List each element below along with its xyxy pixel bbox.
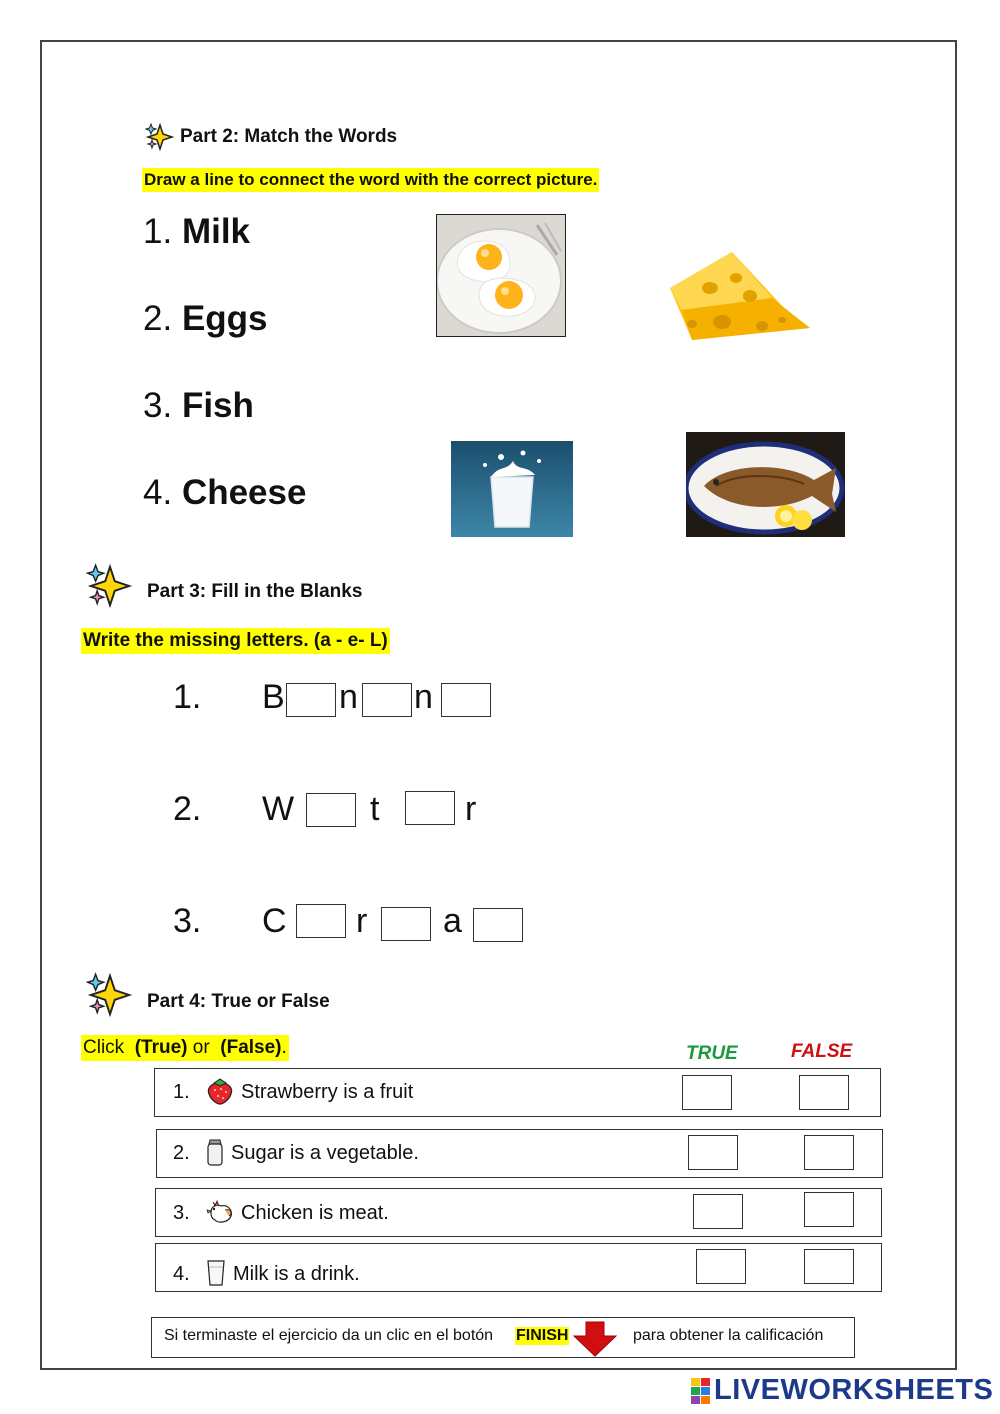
liveworksheets-logo-icon: [691, 1378, 711, 1404]
true-checkbox[interactable]: [696, 1249, 746, 1284]
match-word-label: Fish: [181, 386, 254, 425]
fish-picture[interactable]: [686, 432, 845, 537]
blank-input-box[interactable]: [405, 791, 455, 825]
instruction-false: (False): [220, 1037, 282, 1058]
true-checkbox[interactable]: [682, 1075, 732, 1110]
blank-letter: r: [465, 790, 477, 828]
milk-picture[interactable]: [451, 441, 573, 537]
milk-glass-icon: [205, 1258, 227, 1288]
part4-instruction: [81, 1035, 289, 1061]
instruction-click: Click: [83, 1037, 125, 1058]
blank-input-box[interactable]: [362, 683, 412, 717]
match-word-milk: [143, 212, 250, 252]
part2-title: Part 2: Match the Words: [180, 126, 398, 147]
sparkles-icon: [86, 972, 134, 1018]
match-number: 2.: [143, 299, 173, 338]
match-number: 3.: [143, 386, 173, 425]
blank-letter: t: [370, 790, 380, 828]
match-word-label: Milk: [181, 212, 251, 251]
false-column-label: FALSE: [791, 1041, 853, 1062]
blank-letter: r: [356, 902, 368, 940]
match-word-cheese: [143, 473, 306, 513]
blank-input-box[interactable]: [473, 908, 523, 942]
blank-item-number: 2.: [173, 790, 202, 828]
part3-title: Part 3: Fill in the Blanks: [147, 581, 363, 602]
tf-row-number: 4.: [173, 1263, 190, 1285]
tf-row-number: 1.: [173, 1081, 190, 1103]
instruction-true: (True): [134, 1037, 188, 1058]
blank-input-box[interactable]: [441, 683, 491, 717]
tf-row-number: 3.: [173, 1202, 190, 1224]
instruction-or: or: [192, 1037, 210, 1058]
false-checkbox[interactable]: [804, 1135, 854, 1170]
cheese-picture[interactable]: [662, 248, 814, 344]
blank-input-box[interactable]: [286, 683, 336, 717]
false-checkbox[interactable]: [804, 1249, 854, 1284]
match-number: 4.: [143, 473, 173, 512]
true-checkbox[interactable]: [688, 1135, 738, 1170]
match-number: 1.: [143, 212, 173, 251]
sparkles-icon: [145, 123, 175, 151]
chicken-icon: [205, 1198, 235, 1226]
blank-letter: n: [339, 678, 358, 716]
true-column-label: TRUE: [686, 1043, 738, 1064]
tf-row-statement: Strawberry is a fruit: [241, 1081, 414, 1103]
match-word-fish: [143, 386, 254, 426]
blank-item-number: 1.: [173, 678, 202, 716]
sparkles-icon: [86, 563, 134, 609]
tf-row-statement: Chicken is meat.: [241, 1202, 389, 1224]
match-word-eggs: [143, 299, 268, 339]
blank-item-number: 3.: [173, 902, 202, 940]
arrow-down-icon: [572, 1320, 618, 1358]
eggs-picture[interactable]: [436, 214, 566, 337]
blank-letter: a: [443, 902, 462, 940]
finish-keyword: FINISH: [516, 1327, 569, 1344]
blank-letter: W: [262, 790, 295, 828]
blank-input-box[interactable]: [381, 907, 431, 941]
sugar-shaker-icon: [205, 1138, 225, 1168]
match-word-label: Cheese: [181, 473, 307, 512]
tf-row-number: 2.: [173, 1142, 190, 1164]
blank-letter: n: [414, 678, 433, 716]
part2-instruction: Draw a line to connect the word with the correct picture.: [142, 168, 599, 192]
blank-input-box[interactable]: [306, 793, 356, 827]
finish-instruction-after: para obtener la calificación: [633, 1327, 824, 1344]
blank-input-box[interactable]: [296, 904, 346, 938]
part4-title: Part 4: True or False: [147, 991, 330, 1012]
strawberry-icon: [205, 1077, 235, 1105]
liveworksheets-logo-text[interactable]: LIVEWORKSHEETS: [714, 1374, 994, 1406]
match-word-label: Eggs: [181, 299, 268, 338]
finish-instruction-before: Si terminaste el ejercicio da un clic en el botón: [164, 1327, 494, 1344]
blank-letter: B: [262, 678, 285, 716]
part3-instruction: Write the missing letters. (a - e- L): [81, 628, 390, 654]
tf-row-statement: Milk is a drink.: [233, 1263, 360, 1285]
instruction-end: .: [281, 1037, 287, 1058]
blank-letter: C: [262, 902, 287, 940]
true-checkbox[interactable]: [693, 1194, 743, 1229]
false-checkbox[interactable]: [799, 1075, 849, 1110]
false-checkbox[interactable]: [804, 1192, 854, 1227]
tf-row-statement: Sugar is a vegetable.: [231, 1142, 419, 1164]
